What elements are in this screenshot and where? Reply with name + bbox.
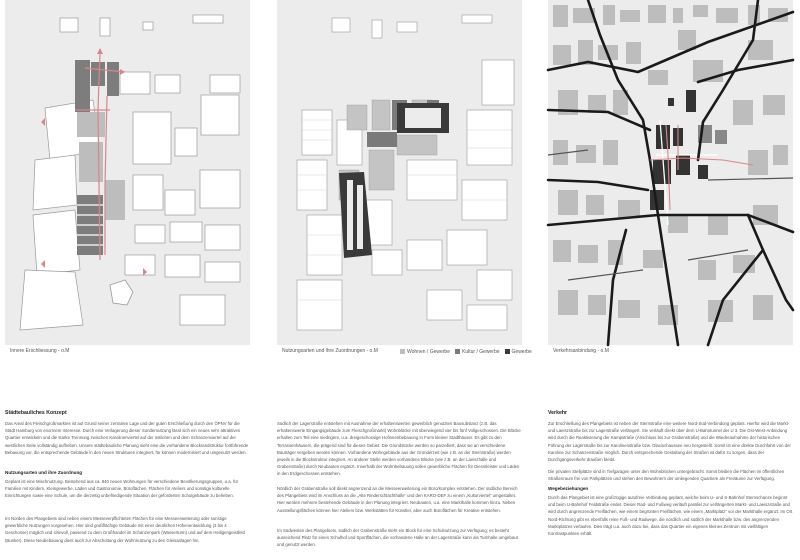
legend-swatch-commercial — [505, 349, 510, 354]
parking-text: Die privaten Stellplätze sind in Tiefgaragen unter den Wohnblöcken untergebracht. Somit bleiben die Flächen im öffentlichen Straßenraum frei von Parkplätzen und stehen den Bewohnern der umliegenden Quartiere als Freiräume zur Verfügung. — [548, 469, 785, 482]
circulation-plan-caption: Innere Erschliessung - o.M — [10, 348, 70, 354]
circulation-plan-drawing — [5, 0, 250, 345]
uses-heading: Nutzungsarten und ihre Zuordnung — [5, 470, 83, 475]
traffic-plan-caption: Verkehrsanbindung - o.M — [553, 348, 609, 354]
uses-text-north: Im Norden des Plangebiets sind neben einem Messeverpflichteten Flächen für eine Messeerweiterung oder sonstige gewerbliche Nutzungen vorgesehen. Hier sind großflächige Gebäude mit einer deutlichen Höhenentwicklung (3 bis 4 Geschosse) möglich und sinnvoll, passend zu dem Großhandel im Schanzenpark (Wasserturm) und auf dem Heiligengeistfeld (Bunker). Diese Neubebauung dient auch zur Abschottung der Wohnnutzung zu den Gleisanlagen hin. — [5, 516, 245, 543]
urban-concept-heading: Städtebauliches Konzept — [5, 410, 67, 416]
culture-quarter-text: Nördlich der Grabenstraße soll direkt angrenzend an die Messeerweiterung ein Büro/Komplex entstehen. Der südliche Bereich des Plangebiets wird im Anschluss an die „Alte Rinderschlachthalle“ und den KARO-DEF zu einem „Kulturviertel“ umgestaltet. Hier werden mehrere bestehende Gebäude in den Planung integriert. Neubauten, u.a. eine Markthalle kommen hinzu. Neben Ausstellungsflächen können hier Ateliers bzw. Werkstätten für Künstler, aber auch Büroflächen für Kreative entstehen. — [277, 486, 518, 513]
traffic-plan-drawing — [548, 0, 793, 345]
uses-text: Geplant ist eine Mischnutzung. Bestehend aus ca. 840 neuen Wohnungen für verschiedene Bevölkerungsgruppen, u.a. für Familien mit Kindern, Kleingewerbe, Läden und Gastronomie, Büroflächen, Flächen für Ateliers und sonstige kulturelle Einrichtungen sowie eine Schule, um die derzeitig unbefriedigende Situation der geforderten Schulgebäude zu beheben. — [5, 479, 239, 499]
legend-swatch-residential — [400, 349, 405, 354]
school-text: Im Südwesten des Plangebiets, südlich der Grabenstraße steht ein Block für eine Schulnutzung zur Verfügung; es besteht ausreichend Platz für einen Schulhof und Sportflächen, die vorhandene Halle an der Lagerstraße kann als Turnhalle umgebaut und genutzt werden. — [277, 528, 518, 548]
legend-item-residential: Wohnen / Gewerbe — [400, 349, 450, 355]
circulation-plan-panel — [5, 0, 250, 354]
residential-text: Südlich der Lagerstraße entstehen mit Ausnahme der erhaltenswerten gewerblich genutzten Bausubstanz (z.B. das erhaltenswerte Eingangsgebäude zum Fleischgroßmarkt) Wohnblöcke mit überwiegend vier bis fünf Vollgeschossen. Die Blöcke erhalten zum Teil eine niedrigere, u.a. dreigeschossige Hofinnenbebauung in Form kleiner Stadthäuser. Es gibt zu den Terrassenhäusern, die prägend sind für dieses Gebiet. Die Grundstücke werden so parzelliert, dass sie an verschiedene Bauträger vergeben werden können. Vorhandene Wohngebäude aus der Gründerzeit (wie z.B. an der Sternstraße) werden jeweils in die Blockstruktur integriert. An anderer Stelle werden vorhandene Blöcke (wie z.B. an der Laeiszhalle und Grabenstraße) durch Neubauten ergänzt. Innerhalb der Wohnbebauung sollen gewerbliche Flächen für Dienstleister und Läden in den Erdgeschossen entstehen. — [277, 421, 521, 477]
traffic-text: Zur Erschließung des Plangebiets ist neben der Sternstraße eine weitere Nord-Süd-Verbindung geplant. Hierfür wird die Markt- und Laeiszstraße bis zur Lagerstraße verlängert. Sie verläuft direkt über dem U-Bahntunnel der U 3. Die Ost-West-Anbindung wird durch die Reaktivierung der Kampstraße (Anschluss bis zur Grabenstraße) und die Wiederaufnahme der historischen Führung der Lagerstraße bis zur Karolinenstraße bzw. Glacischaussee neu hergestellt. Somit ist eine direkte Durchfahrt von der Karoline zur Schanzenstraße möglich. Durch entsprechende Gestaltung der Straßen ist dafür zu sorgen, dass der Durchgangsverkehr draußen bleibt. — [548, 421, 791, 463]
traffic-plan-panel — [548, 0, 793, 354]
land-use-plan-caption: Nutzungsarten und ihre Zuordnungen - o.M — [282, 348, 378, 354]
land-use-legend — [400, 349, 532, 355]
legend-item-commercial: Gewerbe — [505, 349, 532, 355]
urban-concept-text: Das Areal des Fleischgroßmarktes ist auf Grund seiner zentralen Lage und der guten Erschließung durch den ÖPNV für die Stadt Hamburg von enormem Interesse. Durch eine Verlagerung dieser Sondernutzung lässt sich ein neues sehr attraktives Quartier entwickeln und die starke Trennung zwischen Karolinenviertel auf der östlichen und dem Schanzenviertel auf der westlichen Seite vollständig aufheben. Unsere städtebauliche Planung sieht eine die vorhandene Blockrandstruktur fortführende Bebauung vor, die entsprechende Gebäude in den neuen Strukturen integriert, für können modernisiert und umgenutzt werden. — [5, 421, 249, 455]
legend-swatch-culture — [455, 349, 460, 354]
paths-heading: Wegebeziehungen — [548, 486, 589, 491]
paths-text: Durch das Plangebiet ist eine großzügige autofreie Verbindung geplant, welche beim U- und S-Bahnhof Sternschanze beginnt und beim U-Bahnhof Feldstraße endet. Dieser Rad- und Fußweg verläuft parallel zur verlängerten Markt- und Laeiszstraße und wird durch angrenzende Freiflächen, wie einem begrünten Freiflächen, wie einem „Marktplatz“ vor der Markthalle ergänzt. Im Ort Nord-Richtung gibt es ebenfalls reine Fuß- und Radwege, die nördlich und südlich der Markthalle bzw. des angrenzenden Marktplatzes verlaufen. Dies trägt u.a. auch dazu bei, dass das Quartier ein eigenes kleines Zentrum mit vielfältigen Kontrastpunkten erhält. — [548, 495, 793, 537]
land-use-plan-drawing — [277, 0, 522, 345]
legend-item-culture: Kultur / Gewerbe — [455, 349, 500, 355]
traffic-heading: Verkehr — [548, 410, 568, 416]
